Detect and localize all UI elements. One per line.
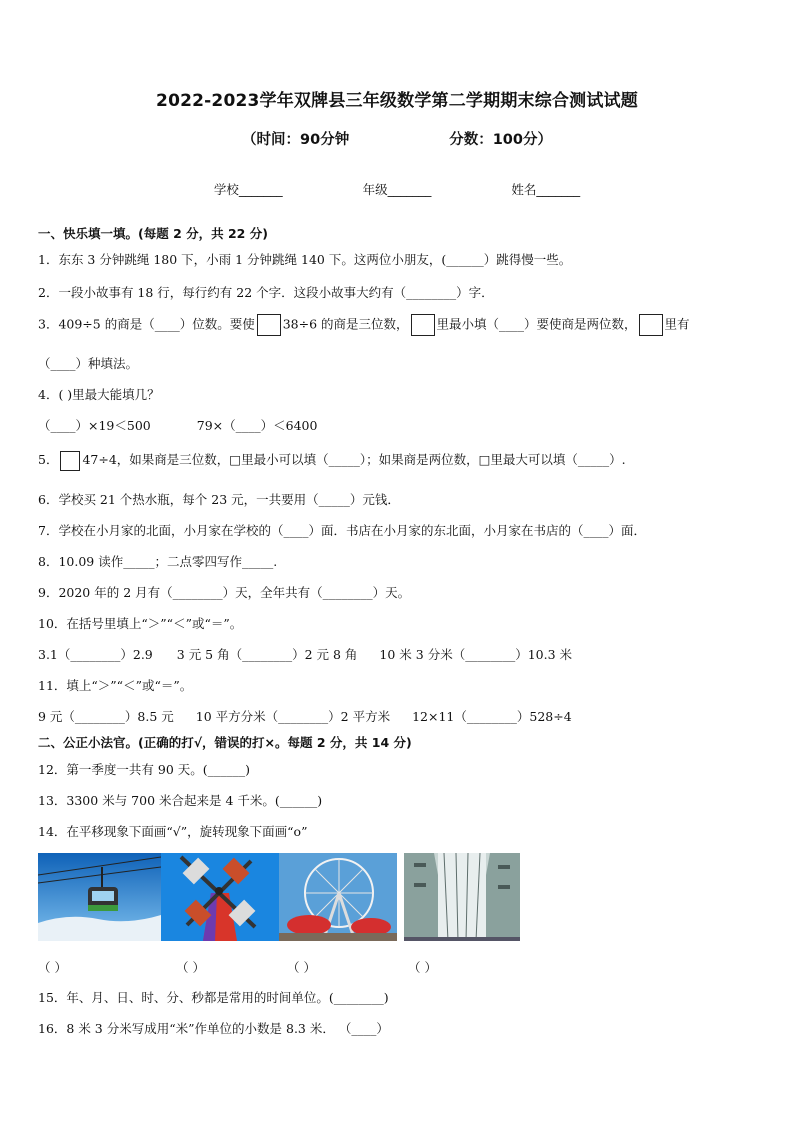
question-11-b: 10 平方分米（________）2 平方米 — [195, 709, 391, 724]
blank-box — [639, 314, 663, 336]
cable-car-image — [38, 853, 161, 941]
question-3-part-b: 38÷6 的商是三位数， — [282, 316, 409, 332]
question-11-a: 9 元（________）8.5 元 — [38, 709, 174, 724]
exam-time: （时间：90分钟 — [242, 132, 350, 148]
question-11-items — [38, 707, 572, 725]
q14-answer-2: （ ） — [176, 960, 205, 975]
question-10-c: 10 米 3 分米（________）10.3 米 — [379, 647, 573, 662]
q14-answer-1: （ ） — [38, 960, 67, 975]
question-10: 10．在括号里填上“＞”“＜”或“＝”。 — [38, 616, 243, 631]
question-5-num: 5． — [38, 452, 59, 467]
question-11: 11．填上“＞”“＜”或“＝”。 — [38, 678, 193, 693]
question-3-cont: （____）种填法。 — [38, 356, 139, 371]
question-4-b: 79×（____）＜6400 — [196, 418, 318, 433]
question-3-part-a: 3．409÷5 的商是（____）位数。要使 — [38, 316, 255, 332]
q14-answer-3: （ ） — [287, 960, 316, 975]
exam-score: 分数：100分） — [449, 132, 552, 148]
q14-answer-4: （ ） — [408, 960, 437, 975]
grade-field: 年级_______ — [362, 182, 432, 197]
question-5 — [38, 450, 626, 471]
exam-meta — [0, 128, 794, 149]
question-7: 7．学校在小月家的北面，小月家在学校的（____）面．书店在小月家的东北面，小月家在书店的（____）面． — [38, 523, 646, 538]
section1-title: 一、快乐填一填。(每题 2 分，共 22 分) — [38, 226, 268, 241]
student-info — [0, 180, 794, 198]
question-16: 16．8 米 3 分米写成用“米”作单位的小数是 8.3 米． （____） — [38, 1021, 389, 1036]
blank-box — [411, 314, 435, 336]
name-field: 姓名_______ — [511, 182, 581, 197]
question-3 — [38, 314, 690, 336]
ferris-wheel-image — [279, 853, 397, 941]
windmill-image — [161, 853, 279, 941]
question-4-items — [38, 416, 317, 434]
question-15: 15．年、月、日、时、分、秒都是常用的时间单位。(________) — [38, 990, 389, 1005]
escalator-image — [404, 853, 520, 941]
question-10-b: 3 元 5 角（________）2 元 8 角 — [176, 647, 358, 662]
question-14: 14．在平移现象下面画“√”，旋转现象下面画“o” — [38, 824, 308, 839]
blank-box — [257, 314, 281, 336]
school-field: 学校_______ — [213, 182, 283, 197]
question-12: 12．第一季度一共有 90 天。(______) — [38, 762, 251, 777]
question-3-part-c: 里最小填（____）要使商是两位数， — [436, 316, 637, 332]
question-4: 4．( )里最大能填几？ — [38, 387, 160, 402]
question-3-part-d: 里有 — [664, 316, 690, 332]
question-2: 2．一段小故事有 18 行，每行约有 22 个字．这段小故事大约有（________）字． — [38, 285, 494, 300]
page-title: 2022-2023学年双牌县三年级数学第二学期期末综合测试试题 — [156, 91, 638, 111]
question-8: 8．10.09 读作_____；二点零四写作_____. — [38, 554, 278, 569]
blank-box — [60, 451, 80, 471]
question-9: 9．2020 年的 2 月有（________）天，全年共有（________）天。 — [38, 585, 411, 600]
question-4-a: （____）×19＜500 — [38, 418, 151, 433]
question-6: 6．学校买 21 个热水瓶，每个 23 元，一共要用（_____）元钱． — [38, 492, 400, 507]
question-5-text: 47÷4，如果商是三位数，□里最小可以填（_____）；如果商是两位数，□里最大可以填（_____）. — [82, 452, 626, 467]
question-1: 1．东东 3 分钟跳绳 180 下，小雨 1 分钟跳绳 140 下。这两位小朋友，(______）跳得慢一些。 — [38, 252, 572, 267]
section2-title: 二、公正小法官。(正确的打√，错误的打×。每题 2 分，共 14 分) — [38, 735, 412, 750]
question-13: 13．3300 米与 700 米合起来是 4 千米。(______) — [38, 793, 323, 808]
question-10-a: 3.1（________）2.9 — [38, 647, 153, 662]
question-10-items — [38, 645, 572, 663]
question-11-c: 12×11（________）528÷4 — [412, 709, 572, 724]
